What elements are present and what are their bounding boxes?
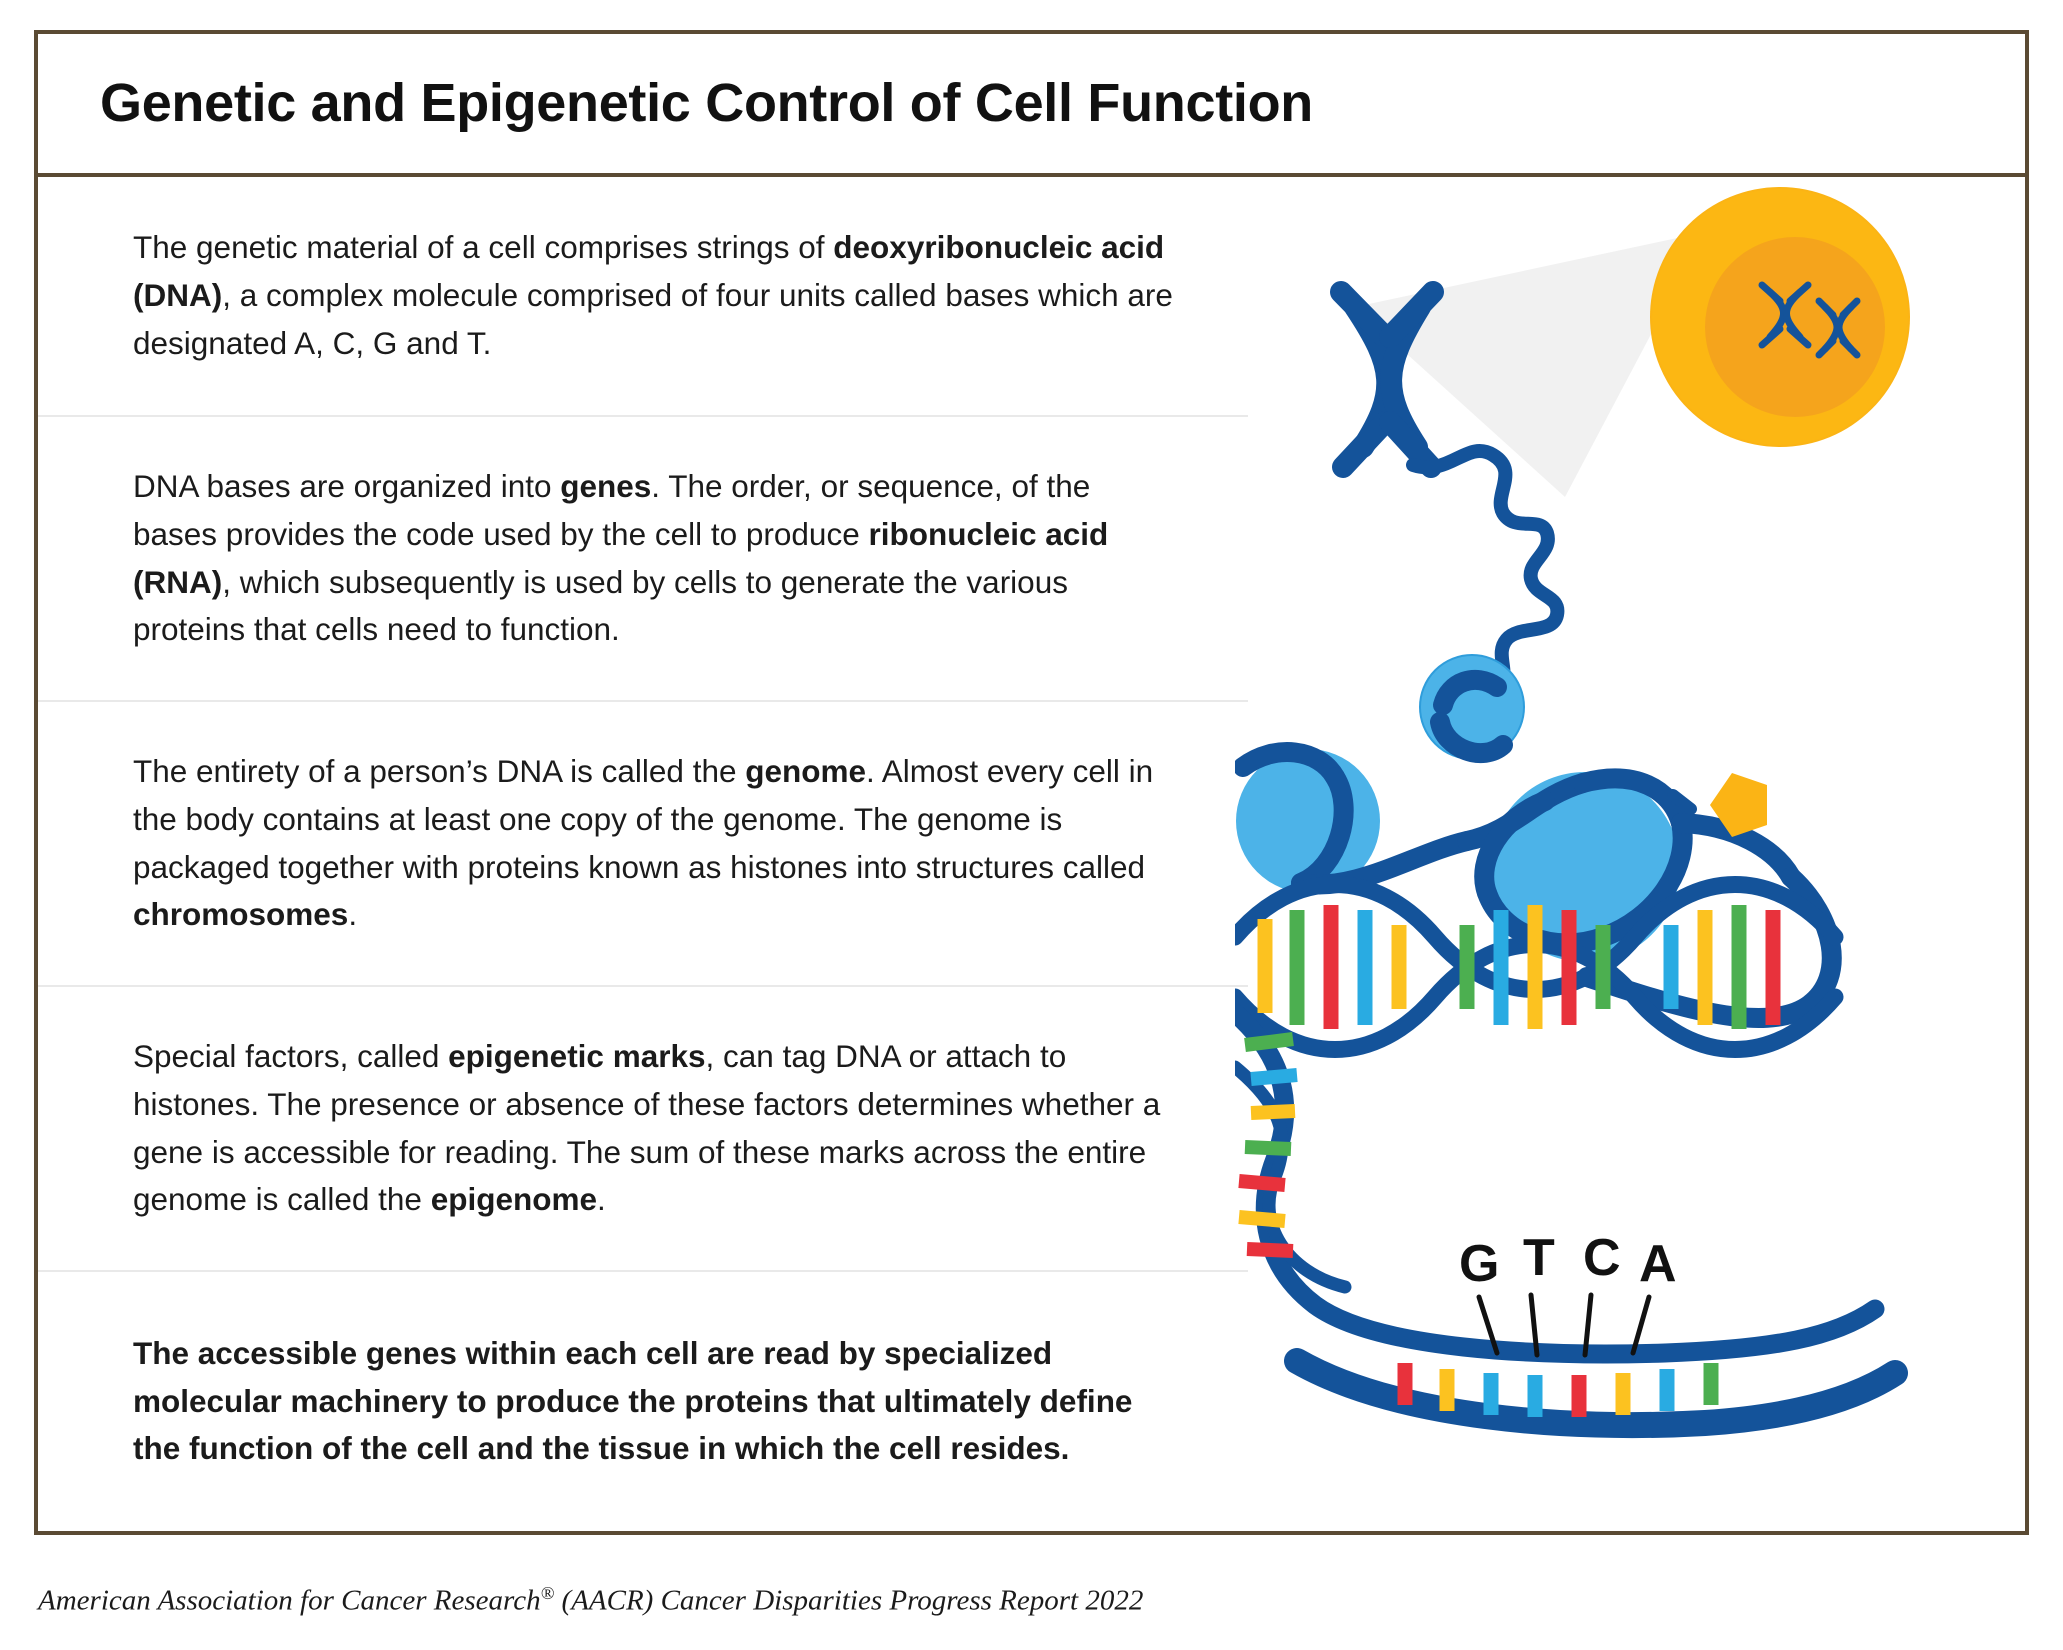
cell-nucleus-icon bbox=[1650, 187, 1910, 447]
source-credit bbox=[38, 1583, 1143, 1618]
credit-text-before: American Association for Cancer Research bbox=[38, 1585, 541, 1617]
credit-registered-mark: ® bbox=[540, 1583, 555, 1604]
paragraph-dna bbox=[38, 177, 1248, 417]
base-label-t: T bbox=[1523, 1229, 1555, 1287]
dna-packaging-diagram bbox=[1235, 177, 2025, 1531]
text-column bbox=[38, 177, 1248, 1531]
paragraph-genes bbox=[38, 417, 1248, 702]
base-labels bbox=[1459, 1229, 1677, 1293]
paragraph-summary bbox=[38, 1272, 1248, 1531]
paragraph-dna-text: The genetic material of a cell comprises strings of deoxyribonucleic acid (DNA), a complex molecule comprised of four units called bases which are designated A, C, G and T. bbox=[133, 229, 1173, 361]
base-pair-blocks bbox=[1405, 1363, 1711, 1417]
base-label-g: G bbox=[1459, 1235, 1500, 1293]
credit-text-after: (AACR) Cancer Disparities Progress Report 2022 bbox=[554, 1585, 1144, 1617]
paragraph-genome bbox=[38, 702, 1248, 987]
page-title: Genetic and Epigenetic Control of Cell Function bbox=[100, 73, 1313, 134]
base-label-a: A bbox=[1639, 1235, 1677, 1293]
body-area bbox=[38, 177, 2025, 1531]
dna-helix-descending bbox=[1235, 1013, 1875, 1354]
paragraph-genes-text: DNA bases are organized into genes. The order, or sequence, of the bases provides the code used by the cell to produce ribonucleic acid (RNA), which subsequently is used by cells to generate the various proteins that cells need to function. bbox=[133, 467, 1109, 648]
title-bar bbox=[38, 34, 2025, 177]
paragraph-epigenetics bbox=[38, 987, 1248, 1272]
paragraph-epigenetics-text: Special factors, called epigenetic marks, can tag DNA or attach to histones. The presence or absence of these factors determines whether a gene is accessible for reading. The sum of these marks across the entire genome is called the epigenome. bbox=[133, 1037, 1161, 1218]
infographic-frame bbox=[34, 30, 2029, 1535]
chromatin-loop bbox=[1413, 451, 1557, 687]
paragraph-genome-text: The entirety of a person’s DNA is called the genome. Almost every cell in the body contains at least one copy of the genome. The genome is packaged together with proteins known as histones into structures called chromosomes. bbox=[133, 752, 1154, 933]
base-label-c: C bbox=[1583, 1229, 1621, 1287]
dna-double-helix bbox=[1235, 885, 1835, 1050]
paragraph-summary-text: The accessible genes within each cell are read by specialized molecular machinery to produce the proteins that ultimately define the function of the cell and the tissue in which the cell resides. bbox=[133, 1334, 1133, 1467]
